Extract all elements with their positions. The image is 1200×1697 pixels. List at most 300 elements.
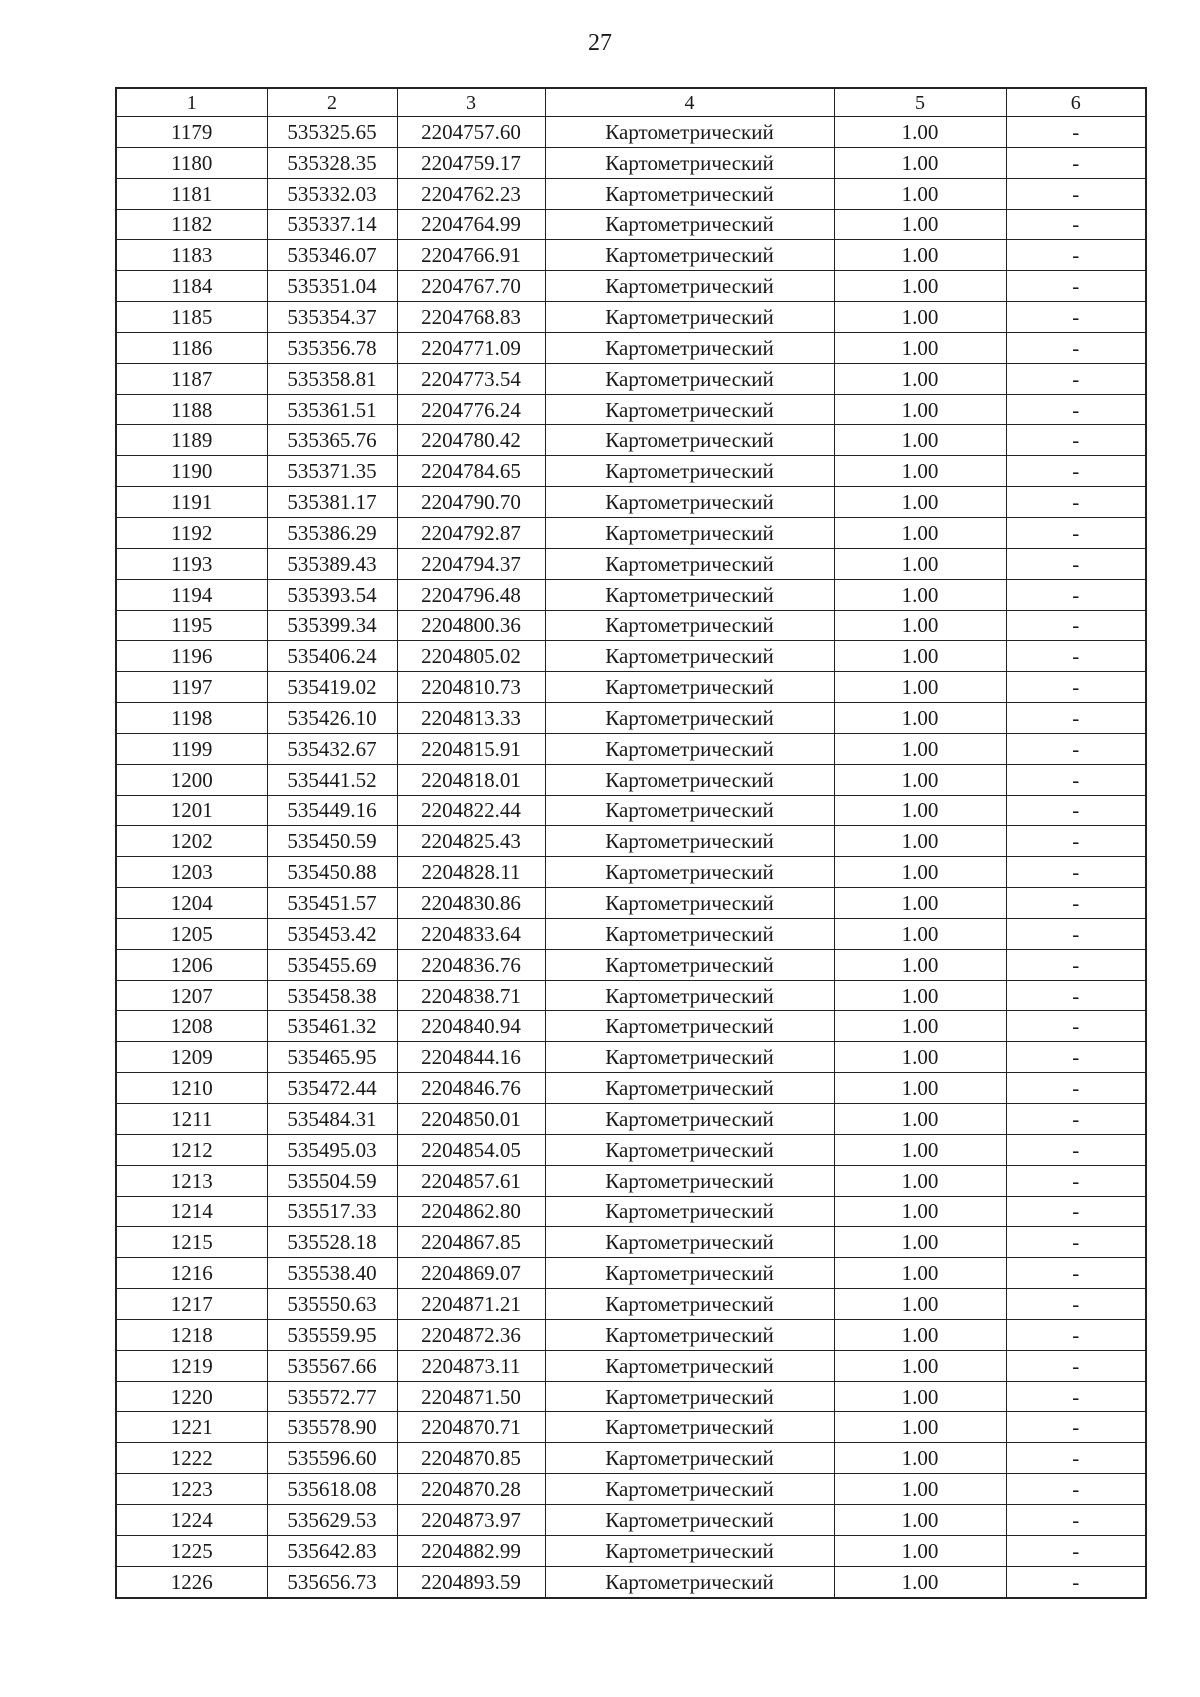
y-coordinate-cell: 2204871.50 [397,1381,545,1412]
x-coordinate-cell: 535356.78 [267,332,397,363]
point-number-cell: 1191 [116,487,267,518]
note-cell: - [1006,1073,1146,1104]
y-coordinate-cell: 2204818.01 [397,764,545,795]
accuracy-cell: 1.00 [834,1073,1006,1104]
table-row [116,888,1146,919]
point-number-cell: 1189 [116,425,267,456]
accuracy-cell: 1.00 [834,332,1006,363]
table-row [116,1535,1146,1566]
y-coordinate-cell: 2204830.86 [397,888,545,919]
table-row [116,1443,1146,1474]
point-number-cell: 1205 [116,918,267,949]
x-coordinate-cell: 535399.34 [267,610,397,641]
point-number-cell: 1222 [116,1443,267,1474]
method-cell: Картометрический [545,857,834,888]
x-coordinate-cell: 535538.40 [267,1258,397,1289]
note-cell: - [1006,456,1146,487]
y-coordinate-cell: 2204867.85 [397,1227,545,1258]
note-cell: - [1006,1474,1146,1505]
table-row [116,672,1146,703]
y-coordinate-cell: 2204854.05 [397,1134,545,1165]
point-number-cell: 1216 [116,1258,267,1289]
note-cell: - [1006,888,1146,919]
method-cell: Картометрический [545,425,834,456]
note-cell: - [1006,918,1146,949]
x-coordinate-cell: 535441.52 [267,764,397,795]
accuracy-cell: 1.00 [834,209,1006,240]
y-coordinate-cell: 2204862.80 [397,1196,545,1227]
accuracy-cell: 1.00 [834,610,1006,641]
coordinates-table [115,87,1147,1599]
point-number-cell: 1180 [116,147,267,178]
accuracy-cell: 1.00 [834,1535,1006,1566]
method-cell: Картометрический [545,1350,834,1381]
method-cell: Картометрический [545,1412,834,1443]
accuracy-cell: 1.00 [834,117,1006,148]
point-number-cell: 1213 [116,1165,267,1196]
note-cell: - [1006,302,1146,333]
x-coordinate-cell: 535337.14 [267,209,397,240]
accuracy-cell: 1.00 [834,1165,1006,1196]
note-cell: - [1006,1258,1146,1289]
x-coordinate-cell: 535461.32 [267,1011,397,1042]
method-cell: Картометрический [545,1042,834,1073]
accuracy-cell: 1.00 [834,1011,1006,1042]
y-coordinate-cell: 2204768.83 [397,302,545,333]
note-cell: - [1006,857,1146,888]
note-cell: - [1006,949,1146,980]
note-cell: - [1006,641,1146,672]
y-coordinate-cell: 2204773.54 [397,363,545,394]
table-row [116,209,1146,240]
table-row [116,1042,1146,1073]
point-number-cell: 1211 [116,1104,267,1135]
y-coordinate-cell: 2204813.33 [397,703,545,734]
accuracy-cell: 1.00 [834,1134,1006,1165]
note-cell: - [1006,1319,1146,1350]
x-coordinate-cell: 535451.57 [267,888,397,919]
method-cell: Картометрический [545,1134,834,1165]
y-coordinate-cell: 2204784.65 [397,456,545,487]
accuracy-cell: 1.00 [834,456,1006,487]
y-coordinate-cell: 2204776.24 [397,394,545,425]
x-coordinate-cell: 535449.16 [267,795,397,826]
table-row [116,1350,1146,1381]
y-coordinate-cell: 2204766.91 [397,240,545,271]
column-header: 3 [397,88,545,117]
point-number-cell: 1209 [116,1042,267,1073]
point-number-cell: 1206 [116,949,267,980]
table-row [116,117,1146,148]
note-cell: - [1006,117,1146,148]
table-row [116,271,1146,302]
point-number-cell: 1199 [116,733,267,764]
x-coordinate-cell: 535393.54 [267,579,397,610]
x-coordinate-cell: 535458.38 [267,980,397,1011]
table-row [116,1073,1146,1104]
point-number-cell: 1202 [116,826,267,857]
table-row [116,857,1146,888]
x-coordinate-cell: 535325.65 [267,117,397,148]
table-row [116,302,1146,333]
x-coordinate-cell: 535453.42 [267,918,397,949]
method-cell: Картометрический [545,487,834,518]
x-coordinate-cell: 535365.76 [267,425,397,456]
y-coordinate-cell: 2204822.44 [397,795,545,826]
y-coordinate-cell: 2204893.59 [397,1566,545,1597]
method-cell: Картометрический [545,641,834,672]
note-cell: - [1006,209,1146,240]
note-cell: - [1006,1011,1146,1042]
y-coordinate-cell: 2204870.28 [397,1474,545,1505]
y-coordinate-cell: 2204870.71 [397,1412,545,1443]
table-row [116,1196,1146,1227]
x-coordinate-cell: 535389.43 [267,548,397,579]
accuracy-cell: 1.00 [834,980,1006,1011]
method-cell: Картометрический [545,147,834,178]
accuracy-cell: 1.00 [834,733,1006,764]
accuracy-cell: 1.00 [834,1350,1006,1381]
x-coordinate-cell: 535465.95 [267,1042,397,1073]
method-cell: Картометрический [545,178,834,209]
y-coordinate-cell: 2204792.87 [397,517,545,548]
y-coordinate-cell: 2204833.64 [397,918,545,949]
method-cell: Картометрический [545,980,834,1011]
y-coordinate-cell: 2204780.42 [397,425,545,456]
note-cell: - [1006,240,1146,271]
x-coordinate-cell: 535629.53 [267,1504,397,1535]
note-cell: - [1006,548,1146,579]
x-coordinate-cell: 535618.08 [267,1474,397,1505]
table-row [116,764,1146,795]
accuracy-cell: 1.00 [834,1566,1006,1597]
point-number-cell: 1219 [116,1350,267,1381]
point-number-cell: 1188 [116,394,267,425]
accuracy-cell: 1.00 [834,517,1006,548]
table-row [116,641,1146,672]
method-cell: Картометрический [545,1258,834,1289]
accuracy-cell: 1.00 [834,1258,1006,1289]
note-cell: - [1006,1381,1146,1412]
method-cell: Картометрический [545,1535,834,1566]
accuracy-cell: 1.00 [834,240,1006,271]
table-row [116,1289,1146,1320]
x-coordinate-cell: 535419.02 [267,672,397,703]
method-cell: Картометрический [545,456,834,487]
note-cell: - [1006,1443,1146,1474]
point-number-cell: 1220 [116,1381,267,1412]
method-cell: Картометрический [545,1443,834,1474]
accuracy-cell: 1.00 [834,1443,1006,1474]
note-cell: - [1006,271,1146,302]
y-coordinate-cell: 2204767.70 [397,271,545,302]
method-cell: Картометрический [545,1227,834,1258]
method-cell: Картометрический [545,918,834,949]
accuracy-cell: 1.00 [834,888,1006,919]
point-number-cell: 1226 [116,1566,267,1597]
table-row [116,703,1146,734]
note-cell: - [1006,1504,1146,1535]
accuracy-cell: 1.00 [834,918,1006,949]
note-cell: - [1006,1350,1146,1381]
table-row [116,1104,1146,1135]
x-coordinate-cell: 535386.29 [267,517,397,548]
x-coordinate-cell: 535550.63 [267,1289,397,1320]
x-coordinate-cell: 535504.59 [267,1165,397,1196]
x-coordinate-cell: 535567.66 [267,1350,397,1381]
table-row [116,1319,1146,1350]
x-coordinate-cell: 535361.51 [267,394,397,425]
note-cell: - [1006,1196,1146,1227]
accuracy-cell: 1.00 [834,1227,1006,1258]
y-coordinate-cell: 2204836.76 [397,949,545,980]
method-cell: Картометрический [545,209,834,240]
point-number-cell: 1204 [116,888,267,919]
column-header: 1 [116,88,267,117]
note-cell: - [1006,733,1146,764]
note-cell: - [1006,610,1146,641]
accuracy-cell: 1.00 [834,1381,1006,1412]
table-row [116,456,1146,487]
note-cell: - [1006,332,1146,363]
point-number-cell: 1179 [116,117,267,148]
table-body [116,117,1146,1598]
method-cell: Картометрический [545,1566,834,1597]
accuracy-cell: 1.00 [834,548,1006,579]
y-coordinate-cell: 2204844.16 [397,1042,545,1073]
x-coordinate-cell: 535406.24 [267,641,397,672]
y-coordinate-cell: 2204828.11 [397,857,545,888]
point-number-cell: 1195 [116,610,267,641]
method-cell: Картометрический [545,240,834,271]
table-row [116,1258,1146,1289]
note-cell: - [1006,1165,1146,1196]
method-cell: Картометрический [545,332,834,363]
table-header-row [116,88,1146,117]
table-row [116,425,1146,456]
accuracy-cell: 1.00 [834,147,1006,178]
method-cell: Картометрический [545,1011,834,1042]
y-coordinate-cell: 2204870.85 [397,1443,545,1474]
y-coordinate-cell: 2204840.94 [397,1011,545,1042]
accuracy-cell: 1.00 [834,394,1006,425]
table-row [116,579,1146,610]
table-row [116,733,1146,764]
x-coordinate-cell: 535484.31 [267,1104,397,1135]
point-number-cell: 1217 [116,1289,267,1320]
y-coordinate-cell: 2204838.71 [397,980,545,1011]
point-number-cell: 1215 [116,1227,267,1258]
accuracy-cell: 1.00 [834,363,1006,394]
accuracy-cell: 1.00 [834,1196,1006,1227]
x-coordinate-cell: 535450.88 [267,857,397,888]
table-row [116,980,1146,1011]
point-number-cell: 1198 [116,703,267,734]
point-number-cell: 1207 [116,980,267,1011]
accuracy-cell: 1.00 [834,1504,1006,1535]
table-row [116,1412,1146,1443]
method-cell: Картометрический [545,394,834,425]
method-cell: Картометрический [545,733,834,764]
method-cell: Картометрический [545,579,834,610]
accuracy-cell: 1.00 [834,178,1006,209]
y-coordinate-cell: 2204869.07 [397,1258,545,1289]
method-cell: Картометрический [545,1474,834,1505]
accuracy-cell: 1.00 [834,302,1006,333]
table-row [116,795,1146,826]
accuracy-cell: 1.00 [834,425,1006,456]
method-cell: Картометрический [545,672,834,703]
point-number-cell: 1184 [116,271,267,302]
note-cell: - [1006,579,1146,610]
point-number-cell: 1201 [116,795,267,826]
y-coordinate-cell: 2204857.61 [397,1165,545,1196]
accuracy-cell: 1.00 [834,641,1006,672]
method-cell: Картометрический [545,1289,834,1320]
table-row [116,1381,1146,1412]
method-cell: Картометрический [545,1319,834,1350]
point-number-cell: 1194 [116,579,267,610]
method-cell: Картометрический [545,363,834,394]
x-coordinate-cell: 535432.67 [267,733,397,764]
table-row [116,517,1146,548]
table-row [116,363,1146,394]
column-header: 6 [1006,88,1146,117]
y-coordinate-cell: 2204790.70 [397,487,545,518]
method-cell: Картометрический [545,795,834,826]
y-coordinate-cell: 2204762.23 [397,178,545,209]
point-number-cell: 1224 [116,1504,267,1535]
method-cell: Картометрический [545,548,834,579]
x-coordinate-cell: 535358.81 [267,363,397,394]
note-cell: - [1006,394,1146,425]
point-number-cell: 1225 [116,1535,267,1566]
accuracy-cell: 1.00 [834,1104,1006,1135]
x-coordinate-cell: 535528.18 [267,1227,397,1258]
accuracy-cell: 1.00 [834,795,1006,826]
method-cell: Картометрический [545,302,834,333]
method-cell: Картометрический [545,517,834,548]
point-number-cell: 1212 [116,1134,267,1165]
point-number-cell: 1187 [116,363,267,394]
note-cell: - [1006,425,1146,456]
table-row [116,949,1146,980]
table-row [116,394,1146,425]
table-row [116,548,1146,579]
point-number-cell: 1185 [116,302,267,333]
table-row [116,826,1146,857]
table-row [116,332,1146,363]
x-coordinate-cell: 535426.10 [267,703,397,734]
note-cell: - [1006,672,1146,703]
y-coordinate-cell: 2204771.09 [397,332,545,363]
x-coordinate-cell: 535346.07 [267,240,397,271]
point-number-cell: 1203 [116,857,267,888]
method-cell: Картометрический [545,826,834,857]
method-cell: Картометрический [545,271,834,302]
y-coordinate-cell: 2204882.99 [397,1535,545,1566]
note-cell: - [1006,1535,1146,1566]
note-cell: - [1006,795,1146,826]
accuracy-cell: 1.00 [834,949,1006,980]
y-coordinate-cell: 2204805.02 [397,641,545,672]
table-row [116,1566,1146,1597]
accuracy-cell: 1.00 [834,579,1006,610]
method-cell: Картометрический [545,117,834,148]
point-number-cell: 1192 [116,517,267,548]
y-coordinate-cell: 2204815.91 [397,733,545,764]
method-cell: Картометрический [545,888,834,919]
accuracy-cell: 1.00 [834,1319,1006,1350]
y-coordinate-cell: 2204872.36 [397,1319,545,1350]
y-coordinate-cell: 2204846.76 [397,1073,545,1104]
x-coordinate-cell: 535472.44 [267,1073,397,1104]
note-cell: - [1006,1412,1146,1443]
x-coordinate-cell: 535642.83 [267,1535,397,1566]
y-coordinate-cell: 2204850.01 [397,1104,545,1135]
y-coordinate-cell: 2204757.60 [397,117,545,148]
method-cell: Картометрический [545,1504,834,1535]
note-cell: - [1006,517,1146,548]
table-row [116,1134,1146,1165]
point-number-cell: 1221 [116,1412,267,1443]
point-number-cell: 1181 [116,178,267,209]
method-cell: Картометрический [545,764,834,795]
point-number-cell: 1182 [116,209,267,240]
accuracy-cell: 1.00 [834,703,1006,734]
y-coordinate-cell: 2204810.73 [397,672,545,703]
method-cell: Картометрический [545,703,834,734]
accuracy-cell: 1.00 [834,487,1006,518]
x-coordinate-cell: 535596.60 [267,1443,397,1474]
point-number-cell: 1210 [116,1073,267,1104]
note-cell: - [1006,1289,1146,1320]
x-coordinate-cell: 535572.77 [267,1381,397,1412]
y-coordinate-cell: 2204800.36 [397,610,545,641]
accuracy-cell: 1.00 [834,271,1006,302]
note-cell: - [1006,147,1146,178]
x-coordinate-cell: 535495.03 [267,1134,397,1165]
note-cell: - [1006,764,1146,795]
table-row [116,1011,1146,1042]
accuracy-cell: 1.00 [834,826,1006,857]
method-cell: Картометрический [545,949,834,980]
x-coordinate-cell: 535328.35 [267,147,397,178]
accuracy-cell: 1.00 [834,764,1006,795]
y-coordinate-cell: 2204759.17 [397,147,545,178]
method-cell: Картометрический [545,610,834,641]
page-number: 27 [588,30,612,56]
point-number-cell: 1214 [116,1196,267,1227]
note-cell: - [1006,826,1146,857]
x-coordinate-cell: 535381.17 [267,487,397,518]
accuracy-cell: 1.00 [834,1474,1006,1505]
table-row [116,487,1146,518]
table-row [116,1227,1146,1258]
x-coordinate-cell: 535455.69 [267,949,397,980]
note-cell: - [1006,1104,1146,1135]
y-coordinate-cell: 2204873.11 [397,1350,545,1381]
x-coordinate-cell: 535354.37 [267,302,397,333]
point-number-cell: 1200 [116,764,267,795]
point-number-cell: 1208 [116,1011,267,1042]
accuracy-cell: 1.00 [834,1412,1006,1443]
column-header: 2 [267,88,397,117]
method-cell: Картометрический [545,1073,834,1104]
table-row [116,1165,1146,1196]
note-cell: - [1006,1134,1146,1165]
point-number-cell: 1197 [116,672,267,703]
